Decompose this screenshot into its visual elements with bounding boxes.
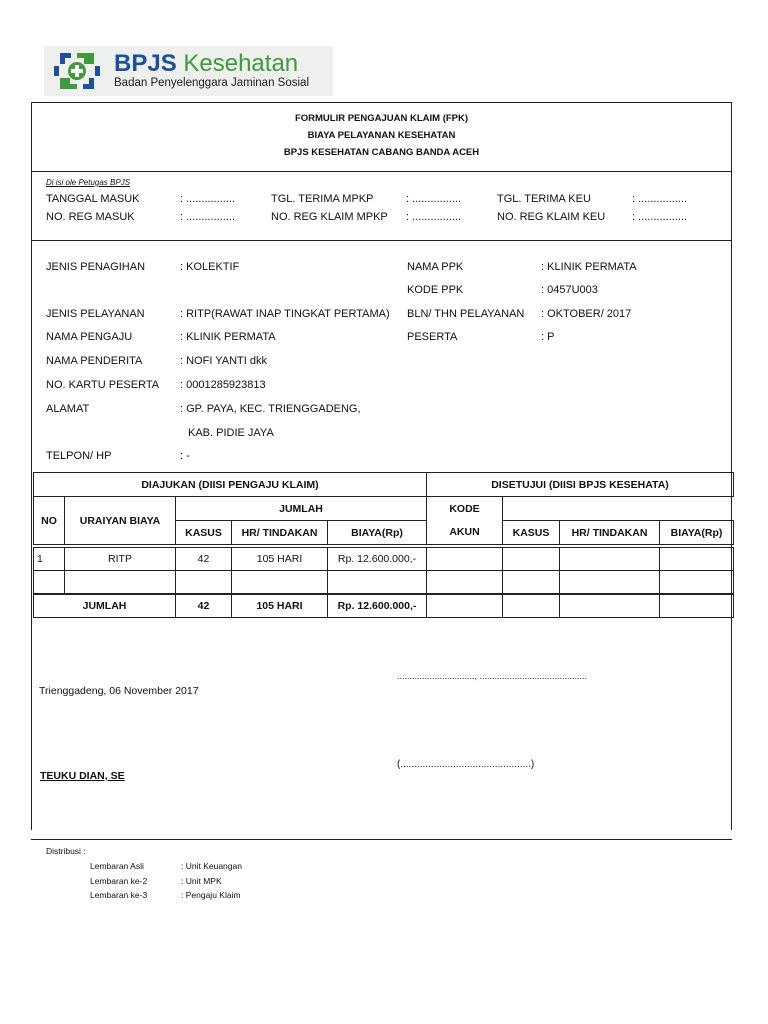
kode-ppk-value: : 0457U003 <box>541 284 598 296</box>
col-no: NO <box>34 497 65 545</box>
nama-penderita-value: : NOFI YANTI dkk <box>180 355 267 367</box>
distribution-item-label: Lembaran ke-2 <box>90 876 148 886</box>
row-uraian: RITP <box>65 548 176 571</box>
table-row <box>34 548 734 571</box>
col-akun: AKUN <box>427 521 503 545</box>
row-biaya: Rp. 12.600.000,- <box>328 548 427 571</box>
alamat-label: ALAMAT <box>46 403 90 415</box>
empty-cell <box>34 571 65 594</box>
divider-petugas <box>31 240 732 241</box>
empty-cell[interactable] <box>560 571 660 594</box>
nama-penderita-label: NAMA PENDERITA <box>46 355 143 367</box>
empty-cell <box>328 571 427 594</box>
no-kartu-peserta-value: : 0001285923813 <box>180 379 266 391</box>
signer-name <box>40 769 125 783</box>
peserta-value: : P <box>541 331 555 343</box>
disetujui-header: DISETUJUI (DIISI BPJS KESEHATA) <box>427 473 734 497</box>
total-kasus: 42 <box>176 594 232 618</box>
divider-header <box>31 171 732 172</box>
empty-cell <box>176 571 232 594</box>
empty-cell <box>65 571 176 594</box>
total-row <box>34 594 734 618</box>
col-uraian: URAIYAN BIAYA <box>65 497 176 545</box>
disetujui-spacer <box>503 497 734 521</box>
total-kode-akun[interactable] <box>427 594 503 618</box>
total-biaya: Rp. 12.600.000,- <box>328 594 427 618</box>
col-kode: KODE <box>427 497 503 521</box>
row-kode-akun[interactable] <box>427 548 503 571</box>
nama-pengaju-value: : KLINIK PERMATA <box>180 331 276 343</box>
petugas-note: Di isi ole Petugas BPJS <box>46 178 131 187</box>
telpon-label: TELPON/ HP <box>46 450 112 462</box>
total-biaya-2[interactable] <box>660 594 734 618</box>
no-reg-klaim-keu-label: NO. REG KLAIM KEU <box>497 211 606 223</box>
jenis-pelayanan-label: JENIS PELAYANAN <box>46 308 145 320</box>
bln-thn-pelayanan-value: : OKTOBER/ 2017 <box>541 308 632 320</box>
col-kasus-2: KASUS <box>503 521 560 545</box>
col-hr-tindakan: HR/ TINDAKAN <box>232 521 328 545</box>
row-kasus: 42 <box>176 548 232 571</box>
approval-place-date-line[interactable]: ..............................., ........................................... <box>397 671 588 681</box>
nama-ppk-label: NAMA PPK <box>407 261 464 273</box>
empty-cell[interactable] <box>503 571 560 594</box>
kode-ppk-label: KODE PPK <box>407 284 464 296</box>
logo-subtitle: Badan Penyelenggara Jaminan Sosial <box>114 77 309 89</box>
row-biaya-2[interactable] <box>660 548 734 571</box>
peserta-label: PESERTA <box>407 331 458 343</box>
empty-cell <box>232 571 328 594</box>
bln-thn-pelayanan-label: BLN/ THN PELAYANAN <box>407 308 525 320</box>
logo-brand <box>114 50 298 78</box>
logo-brand-bpjs: BPJS <box>114 50 177 77</box>
bpjs-emblem-icon <box>44 46 110 96</box>
row-hr-2[interactable] <box>560 548 660 571</box>
total-hr: 105 HARI <box>232 594 328 618</box>
place-date: Trienggadeng, 06 November 2017 <box>39 685 199 697</box>
diajukan-header: DIAJUKAN (DIISI PENGAJU KLAIM) <box>34 473 427 497</box>
alamat-value-line2: KAB. PIDIE JAYA <box>188 427 274 439</box>
col-hr-tindakan-2: HR/ TINDAKAN <box>560 521 660 545</box>
signer-name-text: TEUKU DIAN, SE <box>40 770 125 782</box>
total-kasus-2[interactable] <box>503 594 560 618</box>
tanggal-masuk-value[interactable]: : ................ <box>180 193 236 205</box>
form-branch: BPJS KESEHATAN CABANG BANDA ACEH <box>283 147 480 158</box>
distribution-item-value: : Pengaju Klaim <box>181 890 241 900</box>
no-reg-klaim-keu-value[interactable]: : ................ <box>632 211 688 223</box>
no-reg-klaim-mpkp-value[interactable]: : ................ <box>406 211 462 223</box>
no-reg-klaim-mpkp-label: NO. REG KLAIM MPKP <box>271 211 388 223</box>
row-kasus-2[interactable] <box>503 548 560 571</box>
col-jumlah: JUMLAH <box>176 497 427 521</box>
telpon-value: : - <box>180 450 190 462</box>
distribution-item-value: : Unit Keuangan <box>181 861 242 871</box>
no-reg-masuk-value[interactable]: : ................ <box>180 211 236 223</box>
col-biaya-2: BIAYA(Rp) <box>660 521 734 545</box>
approver-name-line[interactable]: (...............................................) <box>397 759 535 770</box>
logo-brand-kesehatan: Kesehatan <box>183 50 299 77</box>
divider-bottom <box>31 839 732 840</box>
nama-ppk-value: : KLINIK PERMATA <box>541 261 637 273</box>
tgl-terima-keu-value[interactable]: : ................ <box>632 193 688 205</box>
tanggal-masuk-label: TANGGAL MASUK <box>46 193 140 205</box>
form-subtitle: BIAYA PELAYANAN KESEHATAN <box>307 130 456 141</box>
distribution-item-value: : Unit MPK <box>181 876 222 886</box>
total-label: JUMLAH <box>34 594 176 618</box>
col-kasus: KASUS <box>176 521 232 545</box>
row-no: 1 <box>34 548 65 571</box>
form-title: FORMULIR PENGAJUAN KLAIM (FPK) <box>294 113 469 124</box>
jenis-penagihan-value: : KOLEKTIF <box>180 261 240 273</box>
distribution-item-label: Lembaran ke-3 <box>90 890 148 900</box>
nama-pengaju-label: NAMA PENGAJU <box>46 331 133 343</box>
claim-table <box>33 472 734 618</box>
empty-cell[interactable] <box>427 571 503 594</box>
alamat-value: : GP. PAYA, KEC. TRIENGGADENG, <box>180 403 361 415</box>
tgl-terima-mpkp-value[interactable]: : ................ <box>406 193 462 205</box>
bpjs-logo <box>44 46 333 96</box>
table-row <box>34 571 734 594</box>
total-hr-2[interactable] <box>560 594 660 618</box>
tgl-terima-mpkp-label: TGL. TERIMA MPKP <box>271 193 374 205</box>
no-kartu-peserta-label: NO. KARTU PESERTA <box>46 379 160 391</box>
col-biaya: BIAYA(Rp) <box>328 521 427 545</box>
distribution-title: Distribusi : <box>46 846 86 856</box>
tgl-terima-keu-label: TGL. TERIMA KEU <box>497 193 591 205</box>
jenis-penagihan-label: JENIS PENAGIHAN <box>46 261 146 273</box>
empty-cell[interactable] <box>660 571 734 594</box>
distribution-item-label: Lembaran Asli <box>90 861 144 871</box>
row-hr: 105 HARI <box>232 548 328 571</box>
jenis-pelayanan-value: : RITP(RAWAT INAP TINGKAT PERTAMA) <box>180 308 390 320</box>
no-reg-masuk-label: NO. REG MASUK <box>46 211 135 223</box>
